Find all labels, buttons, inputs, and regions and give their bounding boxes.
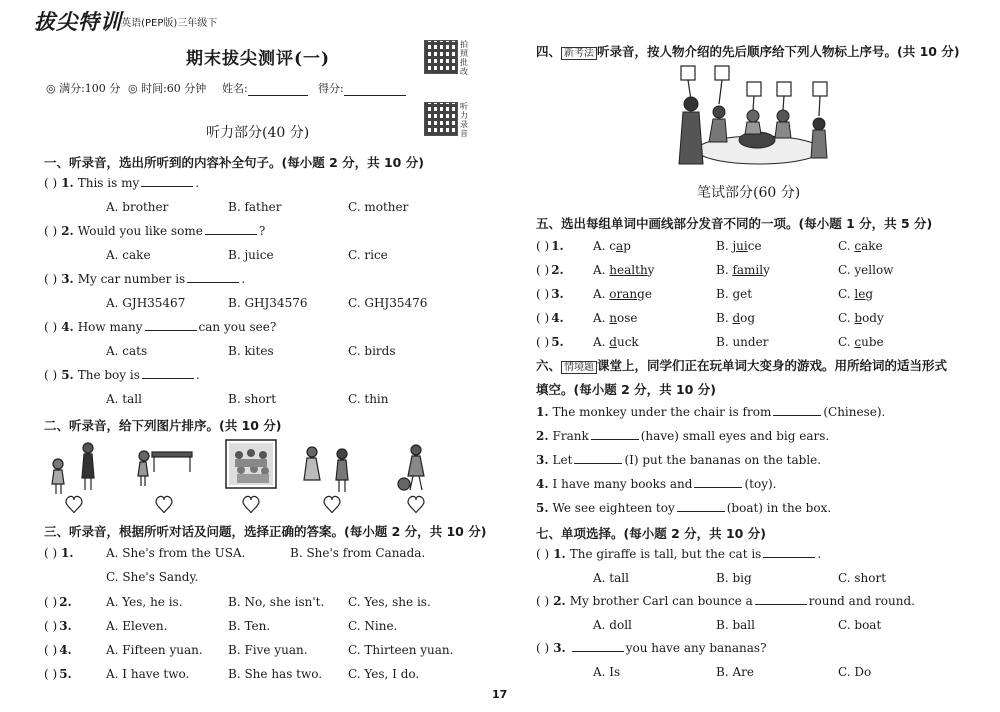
s7-q3-option-c: C. Do	[838, 665, 872, 679]
section6-instruction: 课堂上，同学们正在玩单词大变身的游戏。用所给词的适当形式	[597, 358, 948, 373]
answer-paren[interactable]: ( )	[44, 619, 58, 633]
s7-q2-option-a: A. doll	[593, 618, 632, 632]
s5-q4-option-c	[838, 311, 884, 325]
s3-question-4	[44, 643, 72, 657]
section4-heading	[536, 42, 960, 60]
option-letter: C.	[838, 287, 855, 301]
answer-box-3	[747, 82, 761, 96]
s3-question-3	[44, 619, 72, 633]
option-letter: B.	[716, 287, 733, 301]
subject-label: • 英语(PEP版)三年级下	[112, 18, 218, 29]
question-text: We see eighteen toy	[552, 501, 675, 515]
question-number: 1.	[61, 176, 74, 190]
s5-question-4	[536, 311, 564, 325]
s5-q4-option-a	[593, 311, 638, 325]
s1-q2-option-a: A. cake	[106, 248, 151, 262]
word-rest: y	[763, 263, 770, 277]
section6-heading-line2: 填空。(每小题 2 分，共 10 分)	[536, 382, 716, 397]
s7-question-3	[536, 641, 767, 655]
question-tail: ?	[258, 224, 266, 238]
underlined-part: b	[854, 311, 863, 325]
question-number: 5.	[61, 368, 74, 382]
question-number: 3.	[61, 272, 74, 286]
s1-q4-option-a: A. cats	[106, 344, 148, 358]
heart-answer-3	[243, 496, 259, 513]
answer-blank[interactable]	[187, 272, 239, 283]
s5-question-2	[536, 263, 564, 277]
answer-paren[interactable]: ( )	[44, 546, 58, 560]
option-letter: C.	[838, 335, 855, 349]
s3-q1-option-b: B. She's from Canada.	[290, 546, 426, 560]
answer-blank[interactable]	[755, 594, 807, 605]
answer-box-4	[777, 82, 791, 96]
s3-q5-option-a: A. I have two.	[106, 667, 190, 681]
question-number: 3.	[551, 287, 564, 301]
underlined-part: d	[732, 311, 741, 325]
s3-q5-option-b: B. She has two.	[228, 667, 323, 681]
question-text: How many	[77, 320, 143, 334]
s3-question-2	[44, 595, 72, 609]
s7-q1-option-b: B. big	[716, 571, 752, 585]
question-tail: (have) small eyes and big ears.	[640, 429, 830, 443]
brand-logo: 拔尖特训	[34, 10, 122, 34]
question-tail: can you see?	[198, 320, 277, 334]
question-number: 2.	[551, 263, 564, 277]
s3-q2-option-c: C. Yes, she is.	[348, 595, 431, 609]
word-rest: ose	[617, 311, 638, 325]
option-letter: C.	[838, 263, 855, 277]
s5-q2-option-a	[593, 263, 654, 277]
question-tail: .	[817, 547, 822, 561]
s1-q3-option-b: B. GHJ34576	[228, 296, 308, 310]
s5-q5-option-b	[716, 335, 768, 349]
name-label: 姓名:	[222, 82, 248, 95]
writing-section-title: 笔试部分(60 分)	[697, 185, 801, 201]
s7-q1-option-a: A. tall	[593, 571, 629, 585]
picture-child-and-table	[138, 451, 192, 486]
question-tail: (toy).	[744, 477, 777, 491]
s5-question-1	[536, 239, 564, 253]
section4-instruction: 听录音，按人物介绍的先后顺序给下列人物标上序号。(共 10 分)	[597, 44, 960, 59]
section2-heading: 二、听录音，给下列图片排序。(共 10 分)	[44, 418, 282, 433]
option-letter: B.	[716, 239, 733, 253]
underlined-part: oran	[609, 287, 638, 301]
s1-q2-option-c: C. rice	[348, 248, 388, 262]
answer-paren[interactable]: ( )	[536, 547, 550, 561]
section5-heading: 五、选出每组单词中画线部分发音不同的一项。(每小题 1 分，共 5 分)	[536, 216, 933, 231]
s5-q3-option-a	[593, 287, 652, 301]
s1-question-4	[44, 320, 276, 334]
s5-q1-option-b	[716, 239, 762, 253]
page-number: 17	[492, 688, 508, 701]
question-number: 2.	[61, 224, 74, 238]
answer-paren[interactable]: ( )	[536, 239, 550, 253]
question-number: 3.	[536, 453, 549, 467]
option-letter: B.	[716, 263, 733, 277]
right-page	[505, 0, 1000, 712]
s5-q1-option-c	[838, 239, 883, 253]
answer-blank[interactable]	[141, 176, 193, 187]
question-text: I have many books and	[552, 477, 693, 491]
s7-question-2	[536, 594, 915, 608]
question-text: My brother Carl can bounce a	[569, 594, 753, 608]
underlined-part: c	[854, 239, 862, 253]
answer-paren[interactable]: ( )	[44, 320, 58, 334]
answer-blank[interactable]	[694, 477, 742, 488]
answer-blank[interactable]	[677, 501, 725, 512]
qr-grading-label: 拍照批改	[460, 40, 468, 76]
s3-q2-option-a: A. Yes, he is.	[106, 595, 183, 609]
answer-blank[interactable]	[142, 368, 194, 379]
s5-q2-option-b	[716, 263, 770, 277]
word-rest: get	[732, 287, 753, 301]
heart-answer-5	[408, 496, 424, 513]
answer-paren[interactable]: ( )	[44, 224, 58, 238]
question-tail: (I) put the bananas on the table.	[624, 453, 822, 467]
answer-paren[interactable]: ( )	[536, 311, 550, 325]
answer-blank[interactable]	[591, 429, 639, 440]
s3-q3-option-a: A. Eleven.	[106, 619, 168, 633]
underlined-part: health	[609, 263, 648, 277]
score-field[interactable]	[318, 80, 406, 96]
word-rest: g	[865, 287, 874, 301]
s5-q1-option-a	[593, 239, 631, 253]
word-rest: p	[623, 239, 631, 253]
section6-number: 六、	[536, 358, 562, 373]
underlined-part: a	[616, 239, 624, 253]
picture-adult-and-child	[52, 443, 94, 494]
new-test-badge: 新考法	[561, 47, 597, 60]
answer-hearts	[66, 496, 424, 513]
question-text: The monkey under the chair is from	[552, 405, 772, 419]
option-letter: A.	[593, 239, 610, 253]
answer-paren[interactable]: ( )	[536, 641, 550, 655]
s3-q1-option-a: A. She's from the USA.	[106, 546, 246, 560]
picture-two-people	[304, 447, 348, 492]
word-rest: ce	[747, 239, 762, 253]
s5-q5-option-a	[593, 335, 639, 349]
question-tail: .	[241, 272, 246, 286]
word-rest: ody	[862, 311, 884, 325]
qr-code-audio[interactable]	[424, 102, 458, 136]
question-number: 2.	[553, 594, 566, 608]
question-text: Would you like some	[77, 224, 203, 238]
option-letter: B.	[716, 311, 733, 325]
s1-q4-option-b: B. kites	[228, 344, 274, 358]
section2-pictures	[44, 438, 464, 514]
s1-q3-option-c: C. GHJ35476	[348, 296, 428, 310]
option-letter: A.	[593, 287, 610, 301]
answer-blank[interactable]	[572, 641, 624, 652]
picture-family-portrait	[226, 440, 276, 488]
s1-q1-option-c: C. mother	[348, 200, 409, 214]
s3-q4-option-a: A. Fifteen yuan.	[106, 643, 203, 657]
question-number: 2.	[536, 429, 549, 443]
section4-picture	[673, 64, 833, 168]
answer-paren[interactable]: ( )	[44, 667, 58, 681]
s5-q3-option-b	[716, 287, 752, 301]
s3-q4-option-c: C. Thirteen yuan.	[348, 643, 454, 657]
s1-q4-option-c: C. birds	[348, 344, 396, 358]
question-text: My car number is	[77, 272, 186, 286]
answer-blank[interactable]	[773, 405, 821, 416]
s1-question-1	[44, 176, 199, 190]
scenario-badge: 情境题	[561, 361, 597, 374]
page-title: 期末拔尖测评(一)	[186, 49, 331, 69]
question-number: 5.	[536, 501, 549, 515]
answer-box-5	[813, 82, 827, 96]
question-tail: .	[195, 368, 200, 382]
s1-q5-option-b: B. short	[228, 392, 277, 406]
answer-blank[interactable]	[145, 320, 197, 331]
s5-q3-option-c	[838, 287, 873, 301]
question-number: 4.	[551, 311, 564, 325]
s7-q3-option-b: B. Are	[716, 665, 754, 679]
s6-question-3	[536, 453, 821, 467]
section3-heading: 三、听录音，根据所听对话及问题，选择正确的答案。(每小题 2 分，共 10 分)	[44, 524, 487, 539]
answer-boxes	[681, 66, 827, 116]
answer-paren[interactable]: ( )	[536, 594, 550, 608]
answer-paren[interactable]: ( )	[44, 176, 58, 190]
word-rest: ake	[861, 239, 883, 253]
question-tail: you have any bananas?	[625, 641, 767, 655]
s1-question-2	[44, 224, 265, 238]
answer-box-2	[715, 66, 729, 80]
s1-q1-option-a: A. brother	[106, 200, 169, 214]
option-letter: A.	[593, 335, 610, 349]
question-tail: .	[195, 176, 200, 190]
question-number: 1.	[553, 547, 566, 561]
underlined-part: jui	[732, 239, 748, 253]
s3-q2-option-b: B. No, she isn't.	[228, 595, 325, 609]
word-part: c	[609, 239, 617, 253]
s3-question-1	[44, 546, 74, 560]
answer-paren[interactable]: ( )	[536, 335, 550, 349]
section7-heading: 七、单项选择。(每小题 2 分，共 10 分)	[536, 526, 766, 541]
s3-question-5	[44, 667, 72, 681]
s7-question-1	[536, 547, 821, 561]
question-number: 5.	[59, 667, 72, 681]
full-score: ◎ 满分:100 分	[46, 82, 121, 95]
underlined-part: famil	[732, 263, 764, 277]
s3-q3-option-c: C. Nine.	[348, 619, 398, 633]
word-rest: ge	[637, 287, 652, 301]
s5-q4-option-b	[716, 311, 755, 325]
answer-paren[interactable]: ( )	[44, 272, 58, 286]
word-rest: y	[647, 263, 655, 277]
s1-q1-option-b: B. father	[228, 200, 282, 214]
answer-blank[interactable]	[574, 453, 622, 464]
answer-blank[interactable]	[205, 224, 257, 235]
s1-q5-option-c: C. thin	[348, 392, 389, 406]
word-rest: yellow	[854, 263, 894, 277]
answer-paren[interactable]: ( )	[44, 368, 58, 382]
s5-question-3	[536, 287, 564, 301]
answer-paren[interactable]: ( )	[44, 643, 58, 657]
question-text: The giraffe is tall, but the cat is	[569, 547, 762, 561]
question-number: 5.	[551, 335, 564, 349]
s1-q5-option-a: A. tall	[106, 392, 142, 406]
heart-answer-1	[66, 496, 82, 513]
question-text: This is my	[77, 176, 140, 190]
question-number: 4.	[536, 477, 549, 491]
s7-q3-option-a: A. Is	[593, 665, 621, 679]
question-number: 2.	[59, 595, 72, 609]
question-text: Frank	[552, 429, 589, 443]
s3-q5-option-c: C. Yes, I do.	[348, 667, 420, 681]
s1-q3-option-a: A. GJH35467	[106, 296, 186, 310]
word-rest: ube	[861, 335, 884, 349]
s1-q2-option-b: B. juice	[228, 248, 274, 262]
answer-box-1	[681, 66, 695, 80]
option-letter: C.	[838, 239, 855, 253]
s3-q4-option-b: B. Five yuan.	[228, 643, 308, 657]
s1-question-3	[44, 272, 245, 286]
question-tail: (boat) in the box.	[726, 501, 832, 515]
s3-q1-option-c: C. She's Sandy.	[106, 570, 199, 584]
word-rest: uck	[616, 335, 639, 349]
underlined-part: d	[609, 335, 617, 349]
question-number: 4.	[59, 643, 72, 657]
option-letter: C.	[838, 311, 855, 325]
s7-q2-option-b: B. ball	[716, 618, 755, 632]
question-number: 1.	[61, 546, 74, 560]
answer-blank[interactable]	[763, 547, 815, 558]
underlined-part: le	[854, 287, 866, 301]
option-letter: A.	[593, 263, 610, 277]
name-field[interactable]	[222, 80, 308, 96]
question-number: 3.	[59, 619, 72, 633]
option-letter: B.	[716, 335, 733, 349]
section1-heading: 一、听录音，选出所听到的内容补全句子。(每小题 2 分，共 10 分)	[44, 155, 424, 170]
s6-question-5	[536, 501, 831, 515]
section4-number: 四、	[536, 44, 562, 59]
s5-question-5	[536, 335, 564, 349]
answer-paren[interactable]: ( )	[44, 595, 58, 609]
heart-answer-2	[156, 496, 172, 513]
qr-code-grading[interactable]	[424, 40, 458, 74]
s6-question-2	[536, 429, 829, 443]
time-limit: ◎ 时间:60 分钟	[128, 82, 207, 95]
s6-question-4	[536, 477, 776, 491]
picture-child-with-ball	[398, 445, 424, 490]
question-text: Let	[552, 453, 573, 467]
listening-section-title: 听力部分(40 分)	[206, 125, 310, 141]
score-label: 得分:	[318, 82, 344, 95]
s3-q3-option-b: B. Ten.	[228, 619, 271, 633]
s6-question-1	[536, 405, 885, 419]
option-letter: A.	[593, 311, 610, 325]
word-rest: og	[740, 311, 756, 325]
s7-q1-option-c: C. short	[838, 571, 887, 585]
section6-heading	[536, 356, 947, 374]
question-number: 1.	[536, 405, 549, 419]
underlined-part: c	[854, 335, 862, 349]
question-number: 1.	[551, 239, 564, 253]
question-number: 4.	[61, 320, 74, 334]
heart-answer-4	[324, 496, 340, 513]
question-tail: (Chinese).	[823, 405, 886, 419]
word-rest: under	[732, 335, 769, 349]
answer-paren[interactable]: ( )	[536, 263, 550, 277]
s5-q5-option-c	[838, 335, 884, 349]
s7-q2-option-c: C. boat	[838, 618, 882, 632]
question-text: The boy is	[77, 368, 140, 382]
s1-question-5	[44, 368, 200, 382]
question-tail: round and round.	[808, 594, 915, 608]
underlined-part: n	[609, 311, 618, 325]
question-number: 3.	[553, 641, 566, 655]
s5-q2-option-c	[838, 263, 893, 277]
qr-audio-label: 听力录音	[460, 102, 468, 138]
answer-paren[interactable]: ( )	[536, 287, 550, 301]
